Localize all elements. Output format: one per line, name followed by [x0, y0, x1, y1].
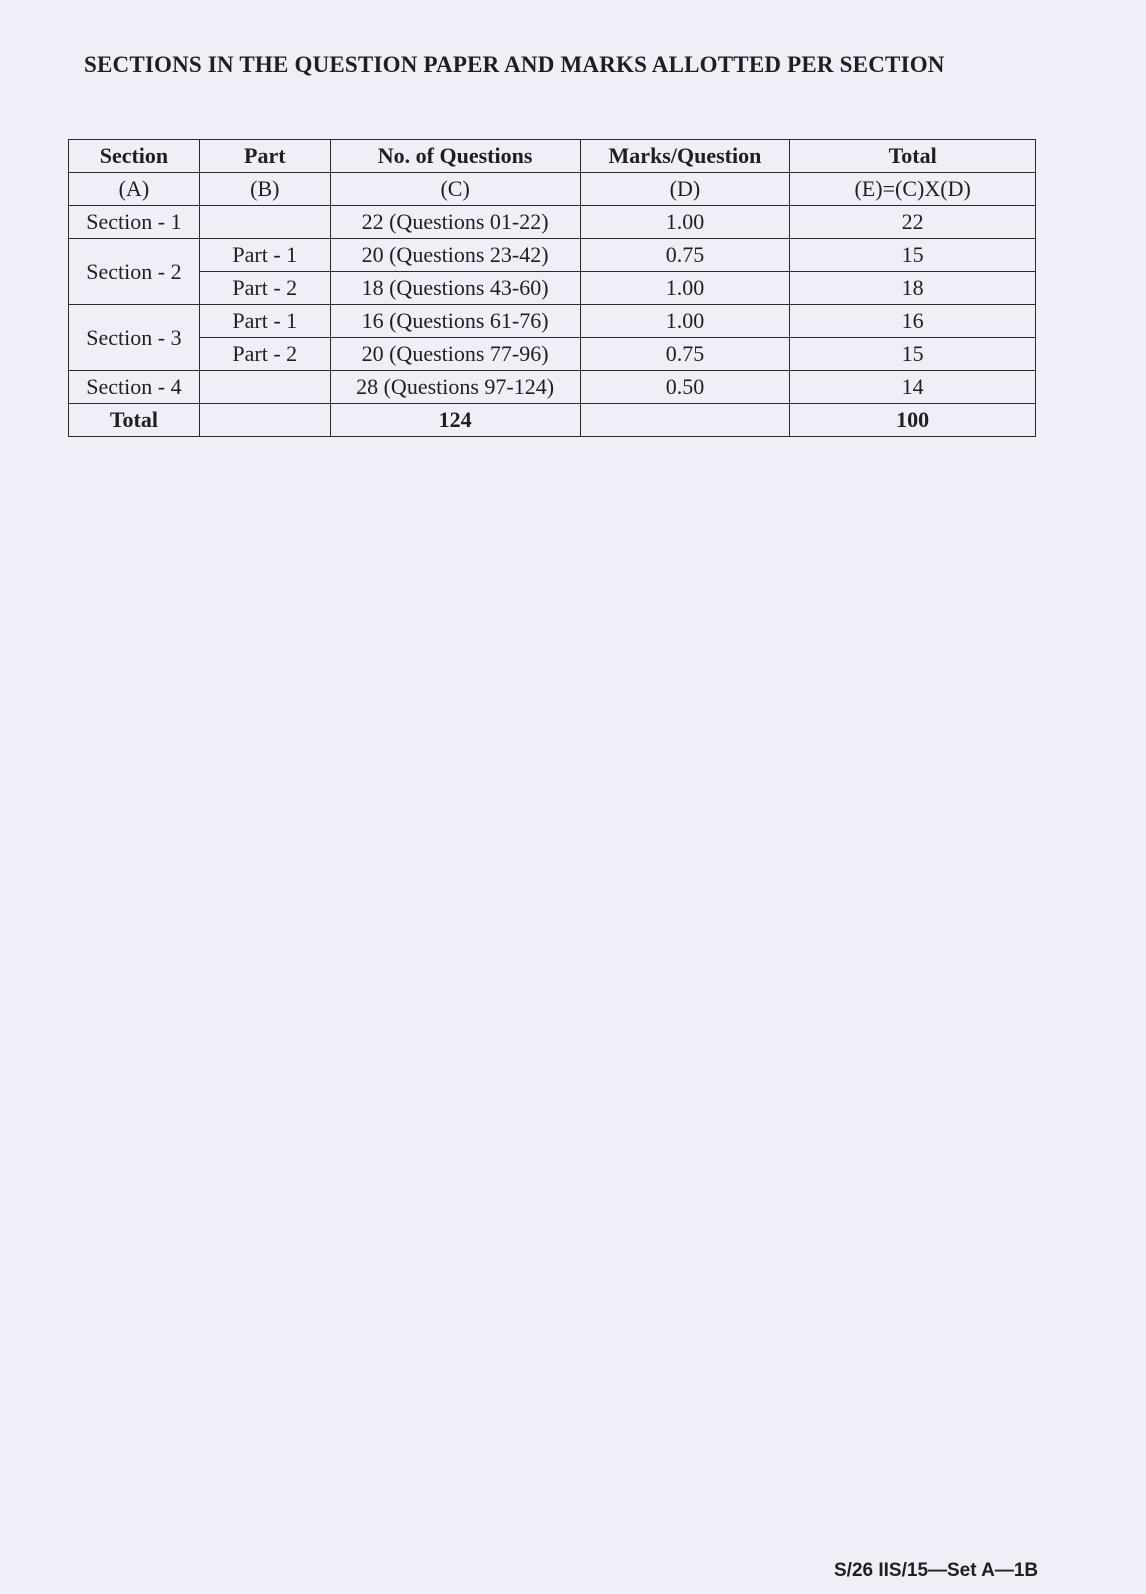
- cell-marks: 0.75: [580, 239, 790, 272]
- total-questions: 124: [330, 404, 580, 437]
- total-part: [199, 404, 330, 437]
- cell-part: Part - 2: [199, 338, 330, 371]
- cell-part: [199, 371, 330, 404]
- cell-total: 15: [790, 239, 1036, 272]
- cell-total: 18: [790, 272, 1036, 305]
- cell-part: Part - 2: [199, 272, 330, 305]
- cell-section: Section - 1: [69, 206, 200, 239]
- total-label: Total: [69, 404, 200, 437]
- cell-part: Part - 1: [199, 305, 330, 338]
- marks-table: [68, 139, 1036, 437]
- table-total-row: [69, 404, 1036, 437]
- code-a: (A): [69, 173, 200, 206]
- table-row: [69, 371, 1036, 404]
- cell-total: 15: [790, 338, 1036, 371]
- cell-total: 22: [790, 206, 1036, 239]
- cell-part: [199, 206, 330, 239]
- page-heading: SECTIONS IN THE QUESTION PAPER AND MARKS ALLOTTED PER SECTION: [84, 52, 945, 77]
- header-section: Section: [69, 140, 200, 173]
- cell-total: 16: [790, 305, 1036, 338]
- cell-section: Section - 2: [69, 239, 200, 305]
- cell-section: Section - 3: [69, 305, 200, 371]
- code-c: (C): [330, 173, 580, 206]
- code-e: (E)=(C)X(D): [790, 173, 1036, 206]
- table-row: [69, 239, 1036, 272]
- total-marks: [580, 404, 790, 437]
- table-row: [69, 305, 1036, 338]
- cell-marks: 1.00: [580, 272, 790, 305]
- table-header-row: [69, 140, 1036, 173]
- cell-marks: 0.50: [580, 371, 790, 404]
- cell-marks: 0.75: [580, 338, 790, 371]
- header-questions: No. of Questions: [330, 140, 580, 173]
- cell-questions: 16 (Questions 61-76): [330, 305, 580, 338]
- cell-questions: 20 (Questions 77-96): [330, 338, 580, 371]
- cell-part: Part - 1: [199, 239, 330, 272]
- table-code-row: [69, 173, 1036, 206]
- table-row: [69, 338, 1036, 371]
- table-row: [69, 272, 1036, 305]
- cell-section: Section - 4: [69, 371, 200, 404]
- cell-marks: 1.00: [580, 305, 790, 338]
- code-b: (B): [199, 173, 330, 206]
- cell-questions: 28 (Questions 97-124): [330, 371, 580, 404]
- header-marks-per-question: Marks/Question: [580, 140, 790, 173]
- cell-questions: 22 (Questions 01-22): [330, 206, 580, 239]
- header-part: Part: [199, 140, 330, 173]
- code-d: (D): [580, 173, 790, 206]
- table-row: [69, 206, 1036, 239]
- cell-total: 14: [790, 371, 1036, 404]
- header-total: Total: [790, 140, 1036, 173]
- page-footer-code: S/26 IIS/15—Set A—1B: [834, 1560, 1039, 1581]
- cell-marks: 1.00: [580, 206, 790, 239]
- cell-questions: 18 (Questions 43-60): [330, 272, 580, 305]
- total-value: 100: [790, 404, 1036, 437]
- cell-questions: 20 (Questions 23-42): [330, 239, 580, 272]
